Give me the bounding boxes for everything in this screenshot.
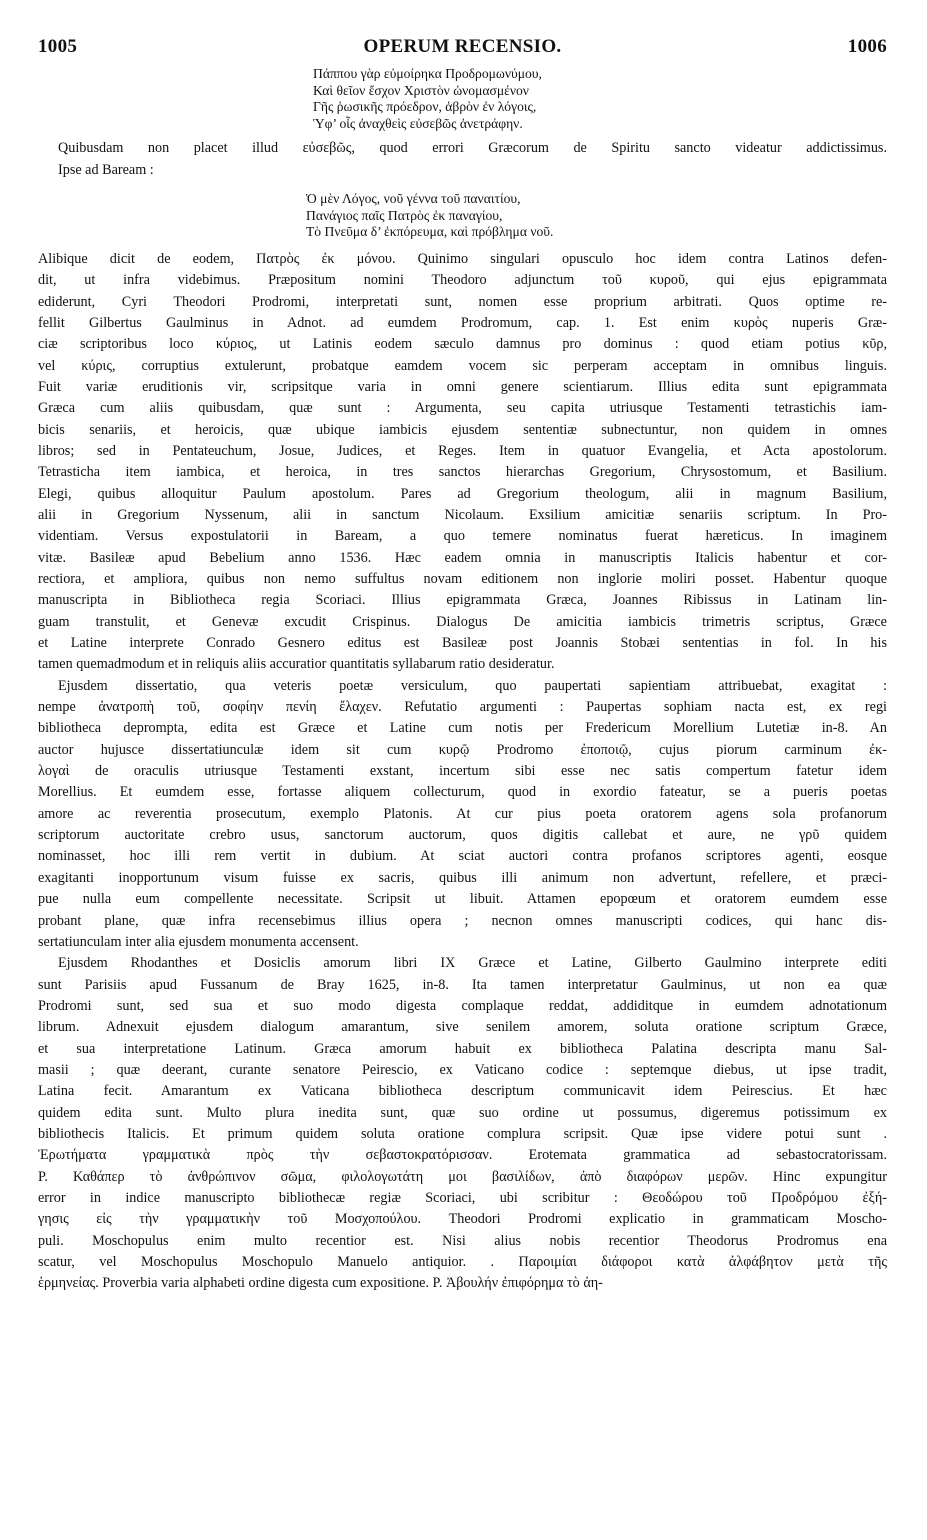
text-line: guam transtulit, et Genevæ excudit Crispinus. Dialogus De amicitia iambicis trimetris scriptus, Græce bbox=[38, 613, 887, 630]
text-line: puli. Moschopulus enim multo recentior est. Nisi alius nobis recentior Theodorus Prodromus ena bbox=[38, 1232, 887, 1249]
text-line: nempe ἀνατροπὴ τοῦ, σοφίην πενίη ἔλαχεν. Refutatio argumenti : Paupertas sophiam nacta est, ex regi bbox=[38, 699, 887, 716]
verse-line: Ὁ μὲν Λόγος, νοῦ γέννα τοῦ παναιτίου, bbox=[306, 191, 521, 207]
paragraph bbox=[38, 138, 887, 181]
verse-line: Γῆς ῥωσικῆς πρόεδρον, ἁβρὸν ἐν λόγοις, bbox=[313, 99, 537, 115]
text-line: bibliothecis Italicis. Et primum quidem soluta oratione complura scripsit. Quæ ipse videre potui sunt . bbox=[38, 1125, 887, 1142]
text-line: Morellius. Et eumdem esse, fortasse aliquem collecturum, quod in exordio fateatur, se a pueris poetas bbox=[38, 784, 887, 801]
text-line: dit, ut infra videbimus. Præpositum nomini Theodoro adjunctum τοῦ κυροῦ, qui ejus epigrammata bbox=[38, 272, 887, 289]
right-page-number: 1006 bbox=[847, 36, 887, 57]
text-line: quidem edita sunt. Multo plura inedita sunt, quæ suo ordine ut possumus, digeremus potissimum ex bbox=[38, 1104, 887, 1121]
text-line: Elegi, quibus alloquitur Paulum apostolum. Pares ad Gregorium theologum, alii in magnum Basilium, bbox=[38, 485, 887, 502]
text-line: videntiam. Versus expostulatorii in Baream, a quo temere nominatus fuerat hæreticus. In imaginem bbox=[38, 528, 887, 545]
text-line: P. Καθάπερ τὸ ἀνθρώπινον σῶμα, φιλολογωτάτη μοι βασιλίδων, ἀπὸ διαφόρων μερῶν. Hinc expungitur bbox=[38, 1168, 887, 1185]
text-line: et sua interpretatione Latinum. Græca amorum habuit ex bibliotheca Palatina descripta manu Sal- bbox=[38, 1040, 887, 1057]
greek-verse-quotation bbox=[38, 66, 887, 132]
text-line: Fuit variæ eruditionis vir, scripsitque varia in omni genere scientiarum. Illius edita sunt epigrammata bbox=[38, 378, 887, 395]
text-line: et Latine interprete Conrado Gesnero editus est Basileæ post Joannis Stobæi sententias in fol. In his bbox=[38, 635, 887, 652]
text-line: ediderunt, Cyri Theodori Prodromi, interpretati sunt, nomen esse proprium arbitrati. Quos optime re- bbox=[38, 293, 887, 310]
verse-line: Πάππου γὰρ εὐμοίρηκα Προδρομωνύμου, bbox=[313, 66, 542, 81]
text-line: Græca cum aliis quibusdam, quæ sunt : Argumenta, seu capita utriusque Testamenti tetrastichis iam- bbox=[38, 400, 887, 417]
text-line: auctor hujusce dissertatiunculæ idem sit cum κυρῷ Prodromo ἐποποιῷ, cujus piorum carminum ἐκ- bbox=[38, 741, 887, 758]
verse-line: Πανάγιος παῖς Πατρὸς ἐκ παναγίου, bbox=[306, 207, 503, 223]
text-line: Quibusdam non placet illud εὐσεβῶς, quod errori Græcorum de Spiritu sancto videatur addictissimus. bbox=[58, 140, 887, 157]
verse-line: Τὸ Πνεῦμα δ’ ἐκπόρευμα, καὶ πρόβλημα νοῦ. bbox=[306, 224, 554, 240]
text-line: ciæ scriptoribus loco κύριος, ut Latinis eodem sæculo damnus pro dominus : quod etiam potius κῦρ, bbox=[38, 336, 887, 353]
text-line: libros; sed in Pentateuchum, Josue, Judices, et Reges. Item in quatuor Evangelia, et Acta apostolorum. bbox=[38, 442, 887, 459]
text-line: fellit Gilbertus Gaulminus in Adnot. ad eumdem Prodromum, cap. 1. Est enim κυρὸς nuperis Græ- bbox=[38, 314, 887, 331]
text-line: probant plane, quæ infra recensebimus illius opera ; necnon omnes manuscripti codices, qui hanc dis- bbox=[38, 912, 887, 929]
text-line: error in indice manuscripto bibliothecæ regiæ Scoriaci, ubi scribitur : Θεοδώρου τοῦ Προδρόμου ἐξή- bbox=[38, 1189, 887, 1206]
verse-line: Καὶ θεῖον ἔσχον Χριστὸν ὠνομασμένον bbox=[313, 82, 529, 98]
text-line: rectiora, et ampliora, quibus non nemo suffultus novam editionem non inglorie moliri posset. Habentur quoque bbox=[38, 571, 887, 587]
text-line: bibliotheca deprompta, edita est Græce et Latine cum notis per Fredericum Morellium Lutetiæ in-8. An bbox=[38, 720, 887, 737]
text-line: bicis senariis, et heroicis, quæ ubique iambicis ejusdem sententiæ subnectuntur, non quidem in omnes bbox=[38, 421, 887, 438]
text-line: λογαὶ de oraculis utriusque Testamenti exstant, incertum sibi esse nec satis compertum fatetur idem bbox=[38, 763, 887, 780]
text-line: vitæ. Basileæ apud Bebelium anno 1536. Hæc eadem omnia in manuscriptis Italicis habentur et cor- bbox=[38, 549, 887, 566]
text-line: Tetrasticha item iambica, et heroica, in tres sanctos hierarchas Gregorium, Chrysostomum, et Basilium. bbox=[38, 464, 887, 481]
text-line: sunt Parisiis apud Fussanum de Bray 1625, in-8. Ita tamen interpretatur Gaulminus, ut non ea quæ bbox=[38, 976, 887, 993]
text-line: Ejusdem dissertatio, qua veteris poetæ versiculum, quo paupertati sapientiam attribuebat, exagitat : bbox=[58, 677, 887, 694]
paragraph bbox=[38, 953, 887, 1295]
text-line: nominasset, hoc illi rem vertit in dubium. At sciat auctori contra profanos scriptores agenti, eosque bbox=[38, 848, 887, 865]
text-line: Prodromi sunt, sed sua et suo modo digesta complaque reddat, addiditque in eumdem adnotationum bbox=[38, 997, 887, 1014]
body-text bbox=[38, 66, 887, 1295]
text-line: γησις εἰς τὴν γραμματικὴν τοῦ Μοσχοπούλου. Theodori Prodromi explicatio in grammaticam Moscho- bbox=[38, 1211, 887, 1228]
greek-verse-quotation bbox=[38, 191, 887, 241]
text-line: pue nulla eum compellente necessitate. Scripsit ut libuit. Attamen epopœum et oratorem eumdem esse bbox=[38, 891, 887, 908]
left-page-number: 1005 bbox=[38, 36, 78, 57]
text-line: ἑρμηνείας. Proverbia varia alphabeti ordine digesta cum expositione. P. Ἀβουλήν ἐπιφόρημα τὸ ἀη- bbox=[38, 1275, 603, 1292]
text-line: Alibique dicit de eodem, Πατρὸς ἐκ μόνου. Quinimo singulari opusculo hoc idem contra Latinos defen- bbox=[38, 250, 887, 267]
text-line: vel κύρις, corruptius extulerunt, probatque eamdem vocem sic perperam acceptam in omnibus linguis. bbox=[38, 357, 887, 374]
text-line: masii ; quæ deerant, curante senatore Peirescio, ex Vaticano codice : septemque diebus, ut ipse tradit, bbox=[38, 1061, 887, 1078]
text-line: Ἐρωτήματα γραμματικὰ πρὸς τὴν σεβαστοκρατόρισσαν. Erotemata grammatica ad sebastocratorissam. bbox=[38, 1147, 887, 1164]
text-line: alii in Gregorium Nyssenum, alii in sanctum Nicolaum. Exsilium amicitiæ senariis scriptum. In Pro- bbox=[38, 506, 887, 523]
text-line: tamen quemadmodum et in reliquis aliis accuratior quantitatis syllabarum ratio desideratur. bbox=[38, 656, 555, 673]
text-line: scatur, vel Moschopulus Moschopulo Manuelo antiquior. . Παροιμίαι διάφοροι κατὰ ἀλφάβητον μετὰ τῆς bbox=[38, 1254, 887, 1270]
text-line: exagitanti inopportunum visum fuisse ex sacris, quibus illi animum non advertunt, refellere, et præci- bbox=[38, 869, 887, 886]
running-header bbox=[38, 36, 887, 60]
running-title: OPERUM RECENSIO. bbox=[363, 36, 562, 57]
paragraph bbox=[38, 676, 887, 953]
text-line: Ejusdem Rhodanthes et Dosiclis amorum libri IX Græce et Latine, Gilberto Gaulmino interprete editi bbox=[58, 955, 887, 972]
text-line: Ipse ad Baream : bbox=[58, 161, 154, 178]
text-line: scriptorum auctoritate crebro usus, sanctorum auctorum, quos digitis callebat et aure, ne γρῦ quidem bbox=[38, 827, 887, 844]
text-line: Latina fecit. Amarantum ex Vaticana bibliotheca descriptum communicavit idem Peirescius. Et hæc bbox=[38, 1083, 887, 1100]
paragraph bbox=[38, 249, 887, 676]
text-line: sertatiunculam inter alia ejusdem monumenta accensent. bbox=[38, 933, 359, 950]
verse-line: Ὑφ’ οἷς ἀναχθεὶς εὐσεβῶς ἀνετράφην. bbox=[313, 115, 523, 131]
text-line: librum. Adnexuit ejusdem dialogum amarantum, sive senilem amorem, soluta oratione scriptum Græce, bbox=[38, 1019, 887, 1036]
text-line: manuscripta in Bibliotheca regia Scoriaci. Illius epigrammata Græca, Joannes Ribissus in Latinam lin- bbox=[38, 592, 887, 609]
text-line: amore ac reverentia prosecutum, exemplo Platonis. At cur pius poeta oratorem agens sola profanorum bbox=[38, 805, 887, 822]
